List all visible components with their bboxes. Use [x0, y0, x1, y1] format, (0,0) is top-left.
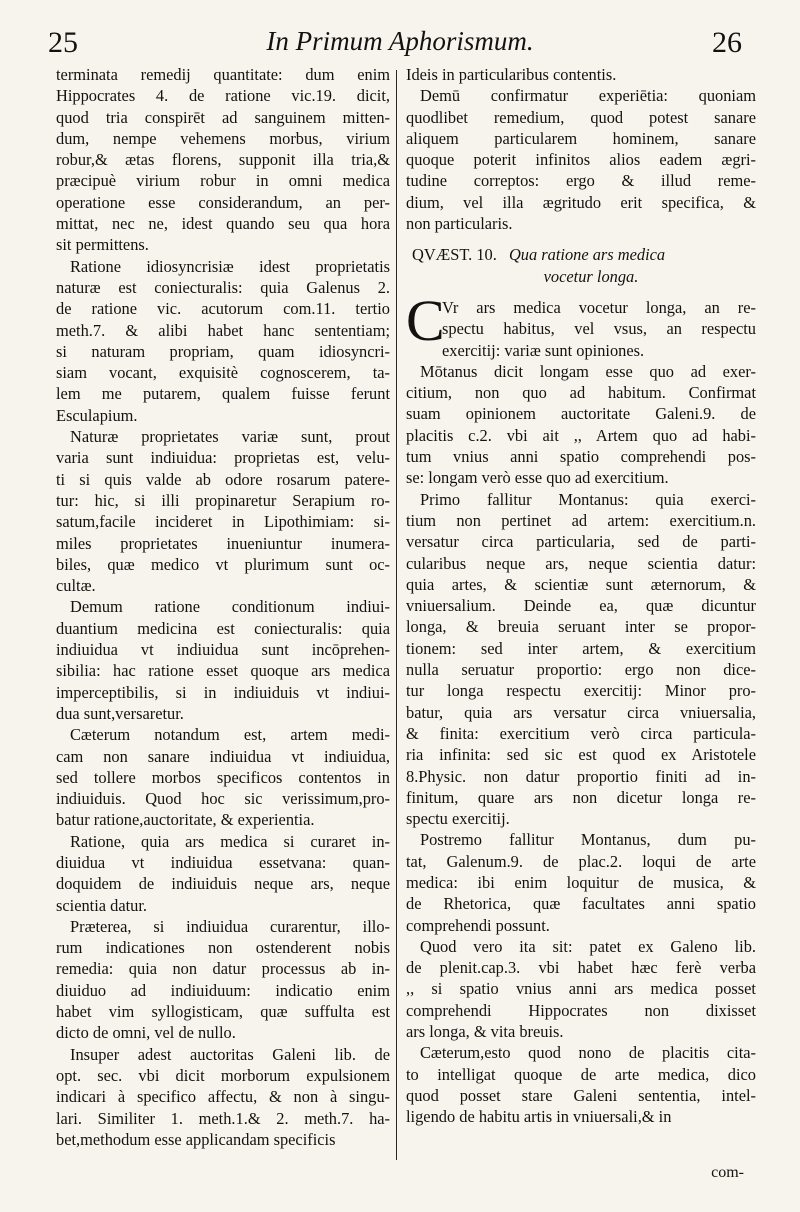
text-line: ria infinita: sed sic est quod ex Aristotele — [406, 745, 756, 765]
text-line: dium, vel illa ægritudo erit specifica, & — [406, 192, 756, 212]
text-line: Cæterum notandum est, artem medi- — [70, 725, 390, 745]
text-line: duantium medicina est coniecturalis: quia — [56, 618, 390, 638]
text-line: Demum ratione conditionum indiui- — [70, 597, 390, 617]
text-line: præcipuè virium robur in omni medica — [56, 171, 390, 191]
text-line: de plenit.cap.3. vbi habet hæc ferè verba — [406, 958, 756, 978]
text-line: Ratione, quia ars medica si curaret in- — [70, 831, 390, 851]
text-line: batur ratione,auctoritate, & experientia. — [56, 810, 315, 830]
drop-cap-lines — [442, 297, 756, 361]
text-line: miles proprietates inueniuntur inumera- — [56, 533, 390, 553]
text-line: longa, & breuia seruant inter se propor- — [406, 617, 756, 637]
text-line: rum indicationes non ostenderent nobis — [56, 938, 390, 958]
text-line: Insuper adest auctoritas Galeni lib. de — [70, 1044, 390, 1064]
drop-cap-letter: C — [406, 287, 445, 353]
text-line: de Rhetorica, quæ facultates anni spatio — [406, 894, 756, 914]
text-line: quodlibet remedium, quod potest sanare — [406, 107, 756, 127]
text-line: to intelligat quoque de arte medica, dico — [406, 1064, 756, 1084]
text-line: lari. Similiter 1. meth.1.& 2. meth.7. ha- — [56, 1108, 390, 1128]
text-line: dum, nempe vehemens morbus, virium — [56, 128, 390, 148]
text-line: & finita: exercitium verò circa particula- — [406, 723, 756, 743]
text-line: habet vim syllogisticam, quæ suffulta est — [56, 1002, 390, 1022]
running-header — [0, 22, 800, 62]
text-line: medica: ibi enim loquitur de musica, & — [406, 872, 756, 892]
text-line: batur, quia ars versatur circa vniuersalia, — [406, 702, 756, 722]
text-line: tum vnius anni spatio comprehendi pos- — [406, 447, 756, 467]
question-heading — [406, 244, 756, 265]
text-line: Ideis in particularibus contentis. — [406, 65, 617, 84]
text-line: remedia: quia non datur processus ab in- — [56, 959, 390, 979]
text-line: Primo fallitur Montanus: quia exerci- — [420, 489, 756, 509]
text-line: dicto de omni, vel de nullo. — [56, 1023, 236, 1043]
text-line: nulla seruatur proportio: ergo non dice- — [406, 660, 756, 680]
text-line: suam opinionem auctoritate Galeni.9. de — [406, 404, 756, 424]
question-title-line-2: vocetur longa. — [543, 266, 639, 286]
text-line: Naturæ proprietates variæ sunt, prout — [70, 427, 390, 447]
left-column — [56, 64, 390, 1150]
text-line: opt. sec. vbi dicit morborum expulsionem — [56, 1065, 390, 1085]
text-line: Cæterum,esto quod nono de placitis cita- — [420, 1043, 756, 1063]
text-line: sed tollere morbos specificos contentos in — [56, 767, 390, 787]
page-number-left: 25 — [48, 26, 78, 59]
text-line: si naturam propriam, quam idiosyncri- — [56, 341, 390, 361]
text-line: exercitij: variæ sunt opiniones. — [442, 340, 645, 360]
text-line: Hippocrates 4. de ratione vic.19. dicit, — [56, 86, 390, 106]
text-line: Demū confirmatur experiētia: quoniam — [420, 86, 756, 106]
text-line: ligendo de habitu artis in vniuersali,& in — [406, 1107, 672, 1127]
text-line: Ratione idiosyncrisiæ idest proprietatis — [70, 256, 390, 276]
text-line: cam non sanare indiuidua vt indiuidua, — [56, 746, 390, 766]
text-line: placitis c.2. vbi ait ,, Artem quo ad habi- — [406, 425, 756, 445]
text-line: versatur circa particularia, sed de parti- — [406, 532, 756, 552]
text-line: siam vocant, exquisitè cognoscerem, ta- — [56, 363, 390, 383]
text-line: non particularis. — [406, 214, 513, 234]
text-line: mittat, nec ne, idest quando seu qua hora — [56, 214, 390, 234]
text-line: imperceptibilis, si in indiuiduis vt indiui- — [56, 682, 390, 702]
text-line: ars longa, & vita breuis. — [406, 1022, 564, 1042]
text-line: tat, Galenum.9. de plac.2. loqui de arte — [406, 851, 756, 871]
text-line: quia artes, & scientiæ sunt æternorum, & — [406, 574, 756, 594]
text-line: tionem: sed inter artem, & exercitium — [406, 638, 756, 658]
text-line: tium non pertinet ad artem: exercitium.n. — [406, 510, 756, 530]
text-line: indiuiduis. Quod hoc sic verissimum,pro- — [56, 789, 390, 809]
text-line: finitum, quare ars non dicetur longa re- — [406, 787, 756, 807]
text-line: aliquem particularem hominem, sanare — [406, 128, 756, 148]
text-line: indicari à specifico affectu, & non à singu- — [56, 1087, 390, 1107]
text-line: quoque poterit infinitos alios eadem ægri- — [406, 150, 756, 170]
text-line: biles, quæ medico vt plurimum sunt oc- — [56, 554, 390, 574]
text-line: terminata remedij quantitate: dum enim — [56, 65, 390, 84]
question-label: QVÆST. 10. — [412, 245, 497, 265]
text-line: bet,methodum esse applicandam specificis — [56, 1129, 336, 1149]
text-line: vniuersalium. Deinde ea, quæ dicuntur — [406, 596, 756, 616]
text-line: quod tria conspirēt ad sanguinem mitten- — [56, 107, 390, 127]
text-line: lem me putarem, qualem fuisse ferunt — [56, 384, 390, 404]
text-line: doquidem de indiuiduis neque ars, neque — [56, 874, 390, 894]
text-line: Quod vero ita sit: patet ex Galeno lib. — [420, 936, 756, 956]
text-line: dua sunt,versaretur. — [56, 703, 184, 723]
running-title: In Primum Aphorismum. — [266, 26, 534, 56]
text-line: quod posset stare Galeni sententia, intel- — [406, 1085, 756, 1105]
text-line: tur longa respectu exercitij: Minor pro- — [406, 681, 756, 701]
text-line: cularibus neque ars, neque scientia datur: — [406, 553, 756, 573]
drop-cap-paragraph — [406, 287, 756, 361]
text-line: tur: hic, si illi propinaretur Serapium ro- — [56, 490, 390, 510]
text-line: spectu exercitij. — [406, 809, 510, 829]
text-line: tudine correptos: ergo & illud reme- — [406, 171, 756, 191]
text-line: comprehendi Hippocrates non dixisset — [406, 1000, 756, 1020]
right-column — [406, 64, 756, 1128]
text-line: ti si quis valde ab odore rosarum patere- — [56, 469, 390, 489]
right-column-top-text — [406, 64, 756, 234]
text-line: diuiduo ad indiuiduum: indicatio enim — [56, 980, 390, 1000]
catchword: com- — [711, 1164, 744, 1181]
right-column-bottom-text — [406, 361, 756, 1128]
text-line: naturæ est coniecturalis: quia Galenus 2. — [56, 277, 390, 297]
text-line: indiuidua vt indiuidua sunt incōprehen- — [56, 640, 390, 660]
text-line: Vr ars medica vocetur longa, an re- — [442, 297, 756, 317]
text-line: Esculapium. — [56, 405, 138, 425]
text-line: Postremo fallitur Montanus, dum pu- — [420, 830, 756, 850]
text-line: operatione esse considerandum, an per- — [56, 192, 390, 212]
text-line: scientia datur. — [56, 895, 148, 915]
text-line: ,, si spatio vnius anni ars medica posset — [406, 979, 756, 999]
text-line: spectu habitus, vel vsus, an respectu — [442, 319, 756, 339]
page-number-right: 26 — [712, 26, 742, 59]
text-line: cultæ. — [56, 576, 96, 596]
text-line: 8.Physic. non datur proportio finiti ad in- — [406, 766, 756, 786]
text-line: Præterea, si indiuidua curarentur, illo- — [70, 916, 390, 936]
text-line: sit permittens. — [56, 235, 149, 255]
text-line: se: longam verò esse quo ad exercitium. — [406, 468, 669, 488]
text-line: varia sunt indiuidua: proprietas est, velu- — [56, 448, 390, 468]
text-line: de ratione vic. acutorum com.11. tertio — [56, 299, 390, 319]
column-divider — [396, 70, 397, 1160]
text-line: Mōtanus dicit longam esse quo ad exer- — [420, 361, 756, 381]
text-line: citium, non quo ad habitum. Confirmat — [406, 383, 756, 403]
text-line: diuidua vt indiuidua essetvana: quan- — [56, 852, 390, 872]
question-title-line-1: Qua ratione ars medica — [508, 245, 666, 265]
text-line: sibilia: hac ratione esset quoque ars medica — [56, 661, 390, 681]
text-line: meth.7. & alibi habet hanc sententiam; — [56, 320, 390, 340]
text-line: satum,facile incideret in Lipothimiam: si- — [56, 512, 390, 532]
text-line: robur,& ætas florens, supponit illa tria,& — [56, 150, 390, 170]
text-line: comprehendi possunt. — [406, 915, 550, 935]
